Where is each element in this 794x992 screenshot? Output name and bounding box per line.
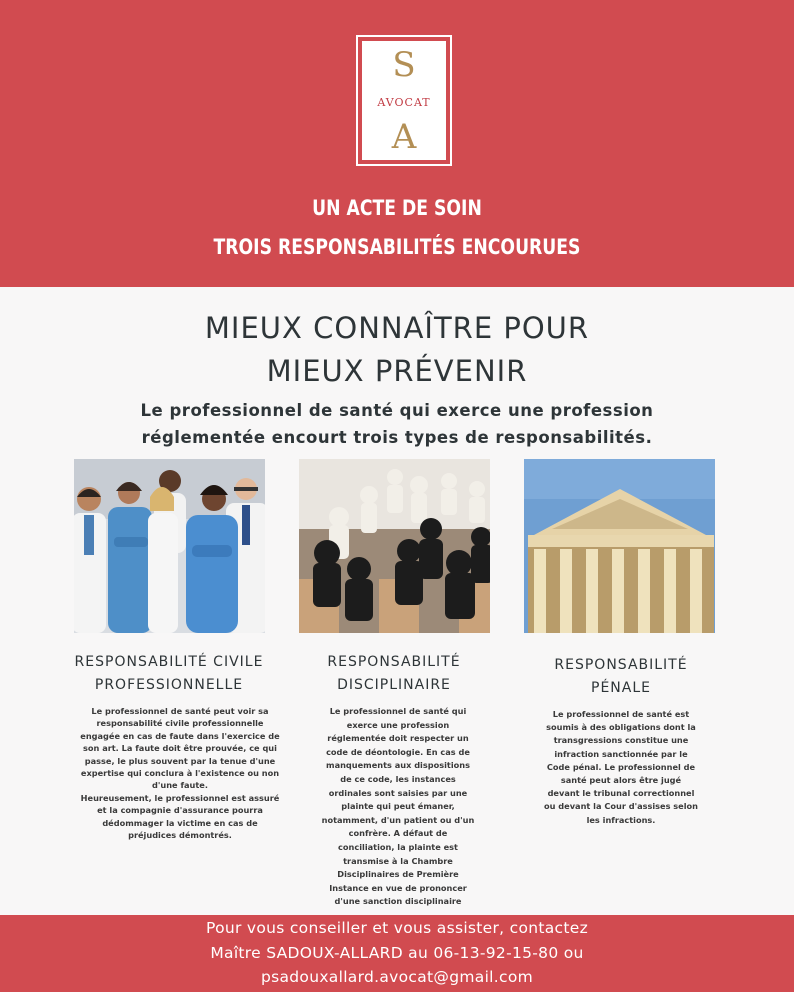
text-line: d'une sanction disciplinaire [334, 896, 462, 907]
text-line: Le professionnel de santé qui [329, 706, 467, 716]
column-title-penale-line-2: PÉNALE [591, 680, 651, 696]
page-title-line-2: MIEUX PRÉVENIR [266, 354, 528, 388]
text-line: confrère. A défaut de [348, 828, 448, 839]
text-line: son art. La faute doit être prouvée, ce qui [83, 743, 277, 754]
text-line: expertise qui conclura à l'existence ou non [80, 768, 280, 779]
text-line: responsabilité civile professionnelle [96, 718, 264, 729]
text-line: santé peut alors être jugé [560, 775, 682, 786]
column-title-disciplinaire [294, 651, 494, 697]
column-text-disciplinaire [300, 705, 496, 909]
text-line: et la compagnie d'assurance pourra [97, 805, 263, 816]
header-banner [0, 0, 794, 287]
text-line: exerce une profession [346, 719, 450, 730]
subtitle-line-2: réglementée encourt trois types de responsabilités. [141, 428, 653, 447]
text-line: Le professionnel de santé est [552, 709, 690, 719]
text-line: infraction sanctionnée par le [554, 748, 688, 759]
logo-letter-s: S [392, 45, 416, 85]
text-line: Le professionnel de santé peut voir sa [91, 706, 269, 716]
footer-line-1: Pour vous conseiller et vous assister, contactez [205, 919, 589, 937]
sa-avocat-logo [356, 35, 452, 166]
text-line: plainte qui peut émaner, [341, 801, 455, 812]
header-line-2: TROIS RESPONSABILITÉS ENCOURUES [213, 235, 581, 259]
text-line: d'une faute. [152, 780, 208, 791]
text-line: réglementée doit respecter un [327, 733, 469, 744]
column-title-civile-line-1: RESPONSABILITÉ CIVILE [74, 654, 264, 670]
column-title-penale-line-1: RESPONSABILITÉ [554, 657, 688, 673]
column-title-disciplinaire-line-1: RESPONSABILITÉ [327, 654, 461, 670]
text-line: passe, le plus souvent par la tenue d'une [84, 755, 276, 766]
text-line: Heureusement, le professionnel est assuré [80, 792, 280, 803]
text-line: les infractions. [586, 814, 656, 825]
contact-footer [0, 915, 794, 992]
medical-team-photo [74, 459, 265, 633]
page-title-line-1: MIEUX CONNAÎTRE POUR [204, 311, 590, 345]
text-line: notamment, d'un patient ou d'un [321, 814, 475, 825]
column-title-disciplinaire-line-2: DISCIPLINAIRE [337, 677, 451, 693]
text-line: transmise à la Chambre [343, 855, 453, 866]
text-line: ou devant la Cour d'assises selon [544, 801, 698, 812]
text-line: de ce code, les instances [340, 773, 456, 784]
subtitle-line-1: Le professionnel de santé qui exerce une profession [140, 401, 654, 420]
column-text-civile [62, 705, 298, 841]
text-line: Code pénal. Le professionnel de [546, 761, 696, 772]
header-line-1: UN ACTE DE SOIN [312, 196, 482, 220]
column-text-penale [524, 708, 718, 827]
text-line: Instance en vue de prononcer [329, 882, 467, 893]
text-line: préjudices démontrés. [128, 830, 232, 841]
column-title-civile-line-2: PROFESSIONNELLE [94, 677, 244, 693]
text-line: engagée en cas de faute dans l'exercice de [80, 730, 280, 741]
courthouse-photo [524, 459, 715, 633]
main-content [0, 287, 794, 915]
text-line: dédommager la victime en cas de [102, 817, 258, 828]
logo-word: AVOCAT [377, 96, 431, 109]
chess-pieces-photo [299, 459, 490, 633]
footer-phone-line: Maître SADOUX-ALLARD au 06-13-92-15-80 ou [210, 944, 584, 962]
logo-letter-a: A [391, 117, 417, 157]
text-line: Disciplinaires de Première [337, 869, 459, 880]
text-line: devant le tribunal correctionnel [547, 788, 695, 799]
text-line: soumis à des obligations dont la [546, 722, 696, 733]
text-line: transgressions constitue une [553, 735, 689, 746]
text-line: code de déontologie. En cas de [326, 746, 470, 757]
column-title-penale [524, 654, 718, 700]
text-line: manquements aux dispositions [326, 760, 470, 771]
text-line: conciliation, la plainte est [338, 841, 458, 852]
footer-email-link[interactable]: psadouxallard.avocat@gmail.com [260, 968, 534, 986]
column-title-civile [56, 651, 282, 697]
text-line: ordinales sont saisies par une [328, 787, 468, 798]
